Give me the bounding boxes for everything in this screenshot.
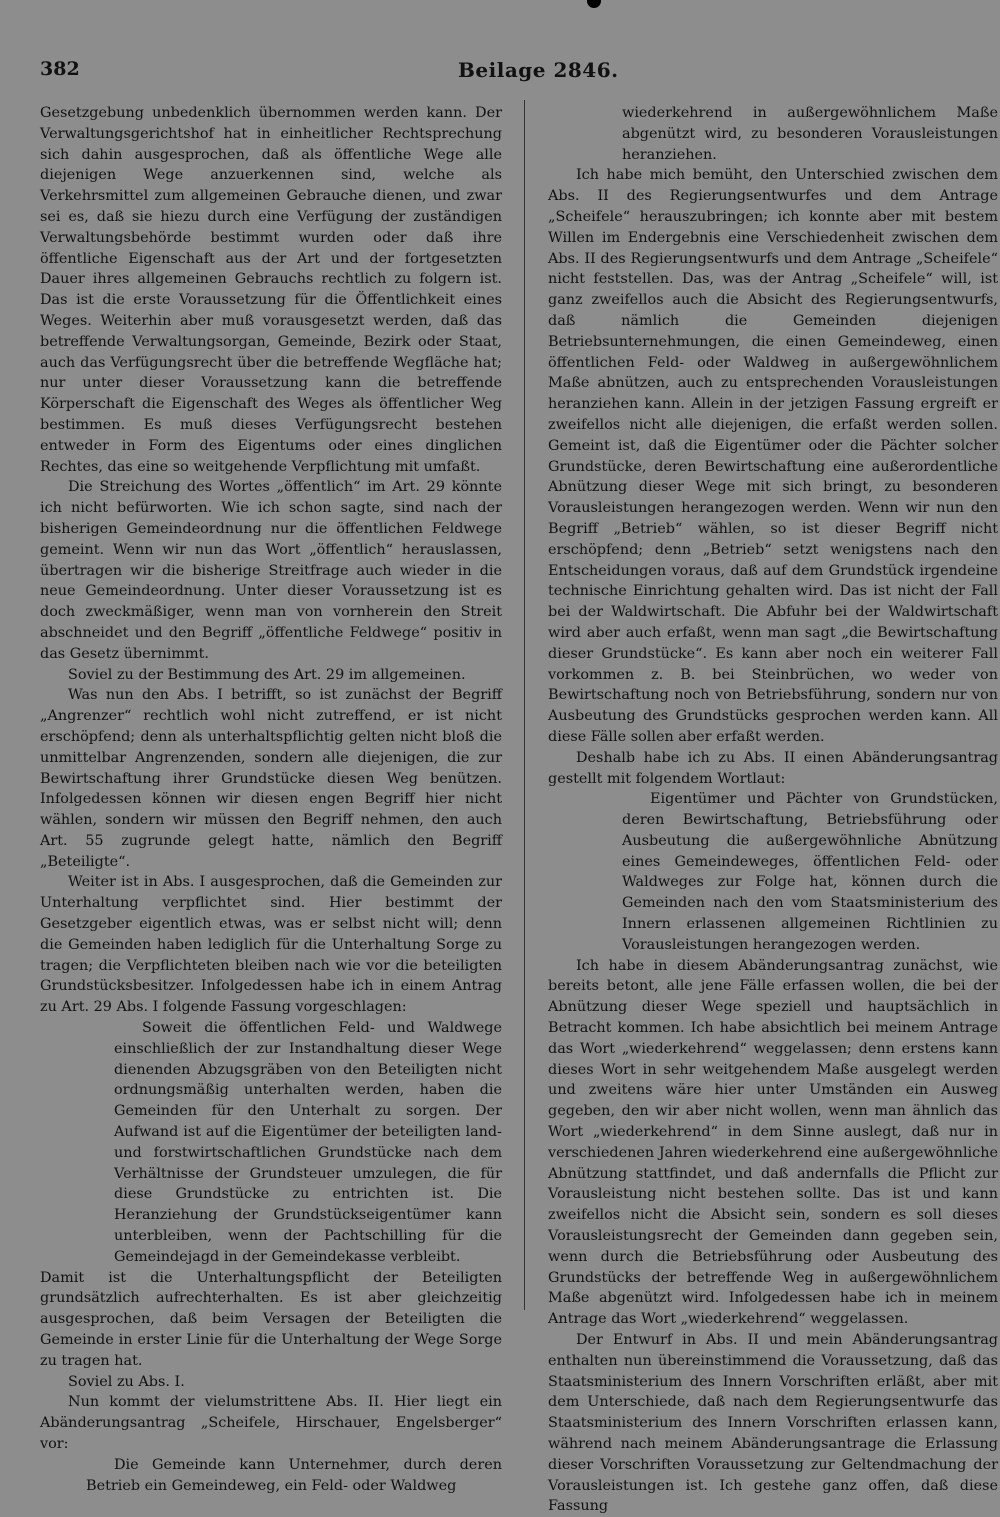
quoted-block: Eigentümer und Pächter von Grundstücken, deren Bewirtschaftung, Betriebsführung oder Ausbeutung die außergewöhnliche Abnützung eines Gemeindeweges, öffentlichen Feld- oder Waldweges zur Folge hat, können durch die Gemeinden nach den vom Staatsministerium des Innern erlassenen allgemeinen Richtlinien zu Vorausleistungen herangezogen werden. bbox=[622, 791, 998, 953]
paragraph: Weiter ist in Abs. I ausgesprochen, daß die Gemeinden zur Unterhaltung verpflichtet sind. Hier bestimmt der Gesetzgeber eigentlich etwas, was er selbst nicht will; denn die Gemeinden haben lediglich für die Unterhaltung Sorge zu tragen; die Verpflichteten bleiben nach wie vor die beteiligten Grundstücksbesitzer. Infolgedessen habe ich in einem Antrag zu Art. 29 Abs. I folgende Fassung vorgeschlagen: bbox=[40, 874, 502, 1016]
paragraph: Damit ist die Unterhaltungspflicht der Beteiligten grundsätzlich aufrechterhalten. Es ist aber gleichzeitig ausgesprochen, daß beim Versagen der Beteiligten die Gemeinde in erster Linie für die Unterhaltung der Wege Sorge zu tragen hat. bbox=[40, 1269, 502, 1369]
page-number: 382 bbox=[40, 58, 80, 80]
quoted-block: Die Gemeinde kann Unternehmer, durch deren Betrieb ein Gemeindeweg, ein Feld- oder Waldweg bbox=[86, 1456, 502, 1494]
paragraph: Der Entwurf in Abs. II und mein Abänderungsantrag enthalten nun übereinstimmend die Voraussetzung, daß das Staatsministerium des Innern Vorschriften erläßt, aber mit dem Unterschiede, daß nach dem Regierungsentwurfe das Staatsministerium des Innern Vorschriften erlassen kann, während nach meinem Abänderungsantrage die Erlassung dieser Vorschriften Voraussetzung zur Geltendmachung der Vorausleistungen ist. Ich gestehe ganz offen, daß diese Fassung bbox=[548, 1332, 998, 1515]
paragraph: Deshalb habe ich zu Abs. II einen Abänderungsantrag gestellt mit folgendem Wortlaut: bbox=[548, 749, 998, 787]
paragraph: Ich habe in diesem Abänderungsantrag zunächst, wie bereits betont, alle jene Fälle erfassen wollen, die bei der Abnützung dieser Wege speziell und hauptsächlich in Betracht kommen. Ich habe absichtlich bei meinem Antrage das Wort „wiederkehrend“ weggelassen; denn erstens kann dieses Wort in sehr weitgehendem Maße ausgelegt werden und zweitens wäre hier unter Umständen ein Ausweg gegeben, den wir aber nicht wollen, wenn man ähnlich das Wort „wiederkehrend“ in dem Sinne auslegt, daß nur in verschiedenen Jahren wiederkehrend eine außergewöhnliche Abnützung stattfindet, und daß andernfalls die Pflicht zur Vorausleistung nicht bestehen sollte. Das ist und kann zweifellos nicht die Absicht sein, sondern es soll dieses Vorausleistungsrecht der Gemeinden dann gegeben sein, wenn durch die Betriebsführung oder Ausbeutung des Grundstücks der betreffende Weg in außergewöhnlichem Maße abgenützt wird. Infolgedessen habe ich in meinem Antrage das Wort „wiederkehrend“ weggelassen. bbox=[548, 957, 998, 1328]
paragraph: Soviel zu Abs. I. bbox=[68, 1373, 185, 1390]
right-column bbox=[548, 103, 998, 1517]
quoted-block: wiederkehrend in außergewöhnlichem Maße abgenützt wird, zu besonderen Vorausleistungen heranziehen. bbox=[622, 105, 998, 163]
paragraph: Soviel zu der Bestimmung des Art. 29 im allgemeinen. bbox=[68, 666, 466, 683]
paragraph: Nun kommt der vielumstrittene Abs. II. Hier liegt ein Abänderungsantrag „Scheifele, Hirschauer, Engelsberger“ vor: bbox=[40, 1394, 502, 1452]
paragraph: Gesetzgebung unbedenklich übernommen werden kann. Der Verwaltungsgerichtshof hat in einheitlicher Rechtsprechung sich dahin ausgesprochen, daß als öffentliche Wege alle diejenigen Wege anzuerkennen sind, welche als Verkehrsmittel zum allgemeinen Gebrauche dienen, und zwar sei es, daß sie hiezu durch eine Verfügung der zuständigen Verwaltungsbehörde bestimmt wurden oder daß ihre öffentliche Eigenschaft aus der Art und der fortgesetzten Dauer ihres allgemeinen Gebrauchs rechtlich zu folgern ist. Das ist die erste Voraussetzung für die Öffentlichkeit eines Weges. Weiterhin aber muß vorausgesetzt werden, daß das betreffende Verwaltungsorgan, Gemeinde, Bezirk oder Staat, auch das Verfügungsrecht über die betreffende Wegfläche hat; nur unter dieser Voraussetzung kann die betreffende Körperschaft die Eigenschaft des Weges als öffentlicher Weg bestimmen. Es muß dieses Verfügungsrecht bestehen entweder in Form des Eigentums oder eines dinglichen Rechtes, das eine so weitgehende Verpflichtung mit umfaßt. bbox=[40, 105, 502, 475]
paragraph: Was nun den Abs. I betrifft, so ist zunächst der Begriff „Angrenzer“ rechtlich wohl nicht zutreffend, er ist nicht erschöpfend; denn als unterhaltspflichtig gelten nicht bloß die unmittelbar Angrenzenden, sondern alle diejenigen, die zur Bewirtschaftung ihrer Grundstücke diesen Weg benützen. Infolgedessen können wir diesen engen Begriff hier nicht wählen, sondern wir müssen den Begriff nehmen, den auch Art. 55 zugrunde gelegt hatte, nämlich den Begriff „Beteiligte“. bbox=[40, 687, 502, 870]
quoted-block: Soweit die öffentlichen Feld- und Waldwege einschließlich der zur Instandhaltung dieser Wege dienenden Abzugsgräben von den Beteiligten nicht ordnungsmäßig unterhalten werden, haben die Gemeinden für den Unterhalt zu sorgen. Der Aufwand ist auf die Eigentümer der beteiligten land- und forstwirtschaftlichen Grundstücke nach dem Verhältnisse der Grundsteuer umzulegen, die für diese Grundstücke zu entrichten ist. Die Heranziehung der Grundstückseigentümer kann unterbleiben, wenn der Pachtschilling für die Gemeindejagd in der Gemeindekasse verbleibt. bbox=[114, 1020, 502, 1265]
paragraph: Die Streichung des Wortes „öffentlich“ im Art. 29 könnte ich nicht befürworten. Wie ich schon sagte, sind nach der bisherigen Gemeindeordnung nur die öffentlichen Feldwege gemeint. Wenn wir nun das Wort „öffentlich“ herauslassen, übertragen wir die bisherige Streitfrage auch wieder in die neue Gemeindeordnung. Unter dieser Voraussetzung ist es doch zweckmäßiger, wenn man von vornherein den Streit abschneidet und den Begriff „öffentliche Feldwege“ positiv in das Gesetz übernimmt. bbox=[40, 479, 502, 662]
left-column bbox=[40, 103, 502, 1496]
paragraph: Ich habe mich bemüht, den Unterschied zwischen dem Abs. II des Regierungsentwurfes und dem Antrage „Scheifele“ herauszubringen; ich konnte aber mit bestem Willen im Endergebnis eine Verschiedenheit zwischen dem Abs. II des Regierungsentwurfs und dem Antrage „Scheifele“ nicht feststellen. Das, was der Antrag „Scheifele“ will, ist ganz zweifellos auch die Absicht des Regierungsentwurfs, daß nämlich die Gemeinden diejenigen Betriebsunternehmungen, die einen Gemeindeweg, einen öffentlichen Feld- oder Waldweg in außergewöhnlichem Maße abnützen, auch zu entsprechenden Vorausleistungen heranziehen kann. Allein in der jetzigen Fassung ergreift er zweifellos nicht alle diejenigen, die erfaßt werden sollen. Gemeint ist, daß die Eigentümer oder die Pächter solcher Grundstücke, deren Bewirtschaftung eine außerordentliche Abnützung dieser Wege mit sich bringt, zu besonderen Vorausleistungen herangezogen werden. Wenn wir nun den Begriff „Betrieb“ wählen, so ist dieser Begriff nicht erschöpfend; denn „Betrieb“ setzt wenigstens nach den Entscheidungen voraus, daß auf dem Grundstück irgendeine technische Einrichtung gehalten wird. Das ist nicht der Fall bei der Waldwirtschaft. Die Abfuhr bei der Waldwirtschaft wird aber auch erfaßt, wenn man sagt „die Bewirtschaftung dieser Grundstücke“. Es kann aber noch ein weiterer Fall vorkommen z. B. bei Steinbrüchen, wo weder von Bewirtschaftung noch von Betriebsführung, sondern nur von Ausbeutung des Grundstücks gesprochen werden kann. All diese Fälle sollen aber erfaßt werden. bbox=[548, 167, 998, 745]
ink-blot bbox=[587, 0, 601, 8]
page-header bbox=[40, 58, 995, 84]
running-head: Beilage 2846. bbox=[458, 58, 619, 82]
column-divider bbox=[524, 100, 525, 1310]
